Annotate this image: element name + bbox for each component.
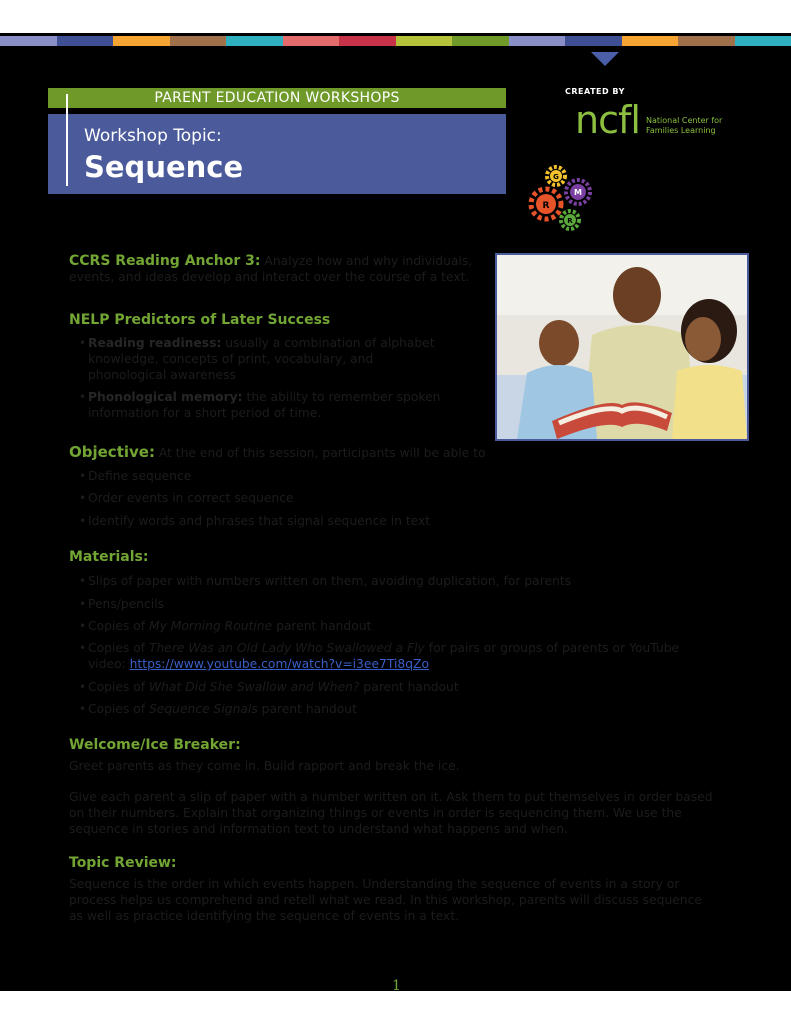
materials-item-4-post: for pairs or groups of parents or YouTube [424,641,680,655]
objective-item-1: • Define sequence [79,469,192,483]
materials-item-2-text: Pens/pencils [88,597,165,611]
materials-item-3-title: My Morning Routine [148,619,273,633]
nelp-item-reading-readiness: • Reading readiness: usually a combination of alphabet knowledge, concepts of print, vocabulary, and phonological awareness [79,336,435,382]
stripe-segment [170,36,227,46]
stripe-segment [509,36,566,46]
ncfl-logo: ncfl [575,98,640,142]
ccrs-paragraph [69,253,472,285]
materials-item-4-line2-pre: video: [88,657,130,671]
stripe-segment [622,36,679,46]
stripe-segment [113,36,170,46]
materials-item-1: • Slips of paper with numbers written on them, avoiding duplication, for parents [79,574,572,588]
materials-item-6-post: parent handout [257,702,357,716]
nelp-heading: NELP Predictors of Later Success [69,312,331,328]
review-line3: as well as practice identifying the sequence of events in a text. [69,909,459,923]
review-paragraph [69,876,702,924]
gear-purple [566,180,590,204]
color-stripe [0,36,791,46]
gear-yellow [547,167,565,185]
objective-item-1-text: Define sequence [88,469,192,483]
family-reading-photo [495,253,749,441]
logo-name-line1: National Center for [646,116,723,125]
nelp-item-1-line2: knowledge, concepts of print, vocabulary, and [88,352,374,366]
gears-icon [524,164,596,236]
stripe-segment [283,36,340,46]
gear-letter-r1: R [542,201,550,211]
welcome-p2-line2: on their numbers. Explain that organizing things or events in order is sequencing them. We use the [69,806,682,820]
youtube-link[interactable]: https://www.youtube.com/watch?v=i3ee7Ti8qZo [129,657,429,671]
stripe-segment [339,36,396,46]
welcome-p2-line3: sequence in stories and information text to understand what happens and when. [69,822,568,836]
materials-heading: Materials: [69,549,149,565]
nelp-item-2-line2: information for a short period of time. [88,406,322,420]
materials-item-3-post: parent handout [272,619,372,633]
materials-item-5-post: parent handout [359,680,459,694]
gear-green [561,211,579,229]
objective-heading: Objective: [69,443,155,461]
materials-item-5-title: What Did She Swallow and When? [148,680,360,694]
gear-orange [531,189,561,219]
objective-item-3-text: Identify words and phrases that signal sequence in text [88,514,431,528]
materials-item-3: • Copies of My Morning Routine parent handout [79,619,372,633]
objective-intro: At the end of this session, participants will be able to [154,446,486,460]
workshop-banner: PARENT EDUCATION WORKSHOPS [48,88,506,108]
logo-name-line2: Families Learning [646,126,716,135]
materials-item-6: • Copies of Sequence Signals parent handout [79,702,357,716]
page-number: 1 [392,978,401,994]
review-line2: process helps us comprehend and retell what we read. In this workshop, parents will discuss sequence [69,893,702,907]
topic-title: Sequence [84,150,244,184]
stripe-segment [735,36,791,46]
stripe-segment [565,36,622,46]
nelp-item-1-line3: phonological awareness [88,368,236,382]
objective-item-2-text: Order events in correct sequence [88,491,294,505]
welcome-p2-line1: Give each parent a slip of paper with a number written on it. Ask them to put themselves in order based [69,790,713,804]
nelp-item-phonological-memory: • Phonological memory: the ability to remember spoken information for a short period of time. [79,390,441,420]
materials-item-5-pre: Copies of [88,680,149,694]
materials-item-6-title: Sequence Signals [148,702,258,716]
objective-paragraph [69,444,486,461]
materials-item-6-pre: Copies of [88,702,149,716]
materials-item-3-pre: Copies of [88,619,149,633]
objective-item-2: • Order events in correct sequence [79,491,294,505]
welcome-p1: Greet parents as they come in. Build rapport and break the ice. [69,759,460,773]
logo-org-name [646,116,722,136]
logo-created-by: CREATED BY [565,87,625,96]
banner-divider [66,94,68,186]
ccrs-heading: CCRS Reading Anchor 3: [69,253,261,269]
gear-letter-g: G [553,173,559,181]
ccrs-text-2: events, and ideas develop and interact over the course of a text. [69,270,470,284]
review-heading: Topic Review: [69,855,177,871]
gear-letter-r2: R [567,217,573,225]
nelp-term-1: Reading readiness: [88,336,222,350]
ccrs-text-1: Analyze how and why individuals, [260,254,473,268]
objective-item-3: • Identify words and phrases that signal sequence in text [79,514,431,528]
nelp-item-2-line1: the ability to remember spoken [242,390,441,404]
materials-item-4: • Copies of There Was an Old Lady Who Swallowed a Fly for pairs or groups of parents or YouTube video: https://www.youtube.com/watch?v=i3ee7Ti8qZo [79,641,680,671]
stripe-segment [57,36,114,46]
materials-item-1-text: Slips of paper with numbers written on them, avoiding duplication, for parents [88,574,572,588]
materials-item-4-pre: Copies of [88,641,149,655]
stripe-segment [0,36,57,46]
materials-item-2: • Pens/pencils [79,597,165,611]
stripe-segment [226,36,283,46]
stripe-segment [396,36,453,46]
stripe-segment [452,36,509,46]
welcome-heading: Welcome/Ice Breaker: [69,737,241,753]
topic-label: Workshop Topic: [84,126,222,146]
topic-banner [48,114,506,194]
triangle-marker [591,52,619,66]
nelp-term-2: Phonological memory: [88,390,243,404]
materials-item-5: • Copies of What Did She Swallow and When? parent handout [79,680,459,694]
gear-letter-m: M [574,188,582,197]
welcome-p2 [69,789,713,837]
materials-item-4-title: There Was an Old Lady Who Swallowed a Fly [148,641,425,655]
nelp-item-1-line1: usually a combination of alphabet [221,336,435,350]
review-line1: Sequence is the order in which events happen. Understanding the sequence of events in a story or [69,877,680,891]
stripe-segment [678,36,735,46]
